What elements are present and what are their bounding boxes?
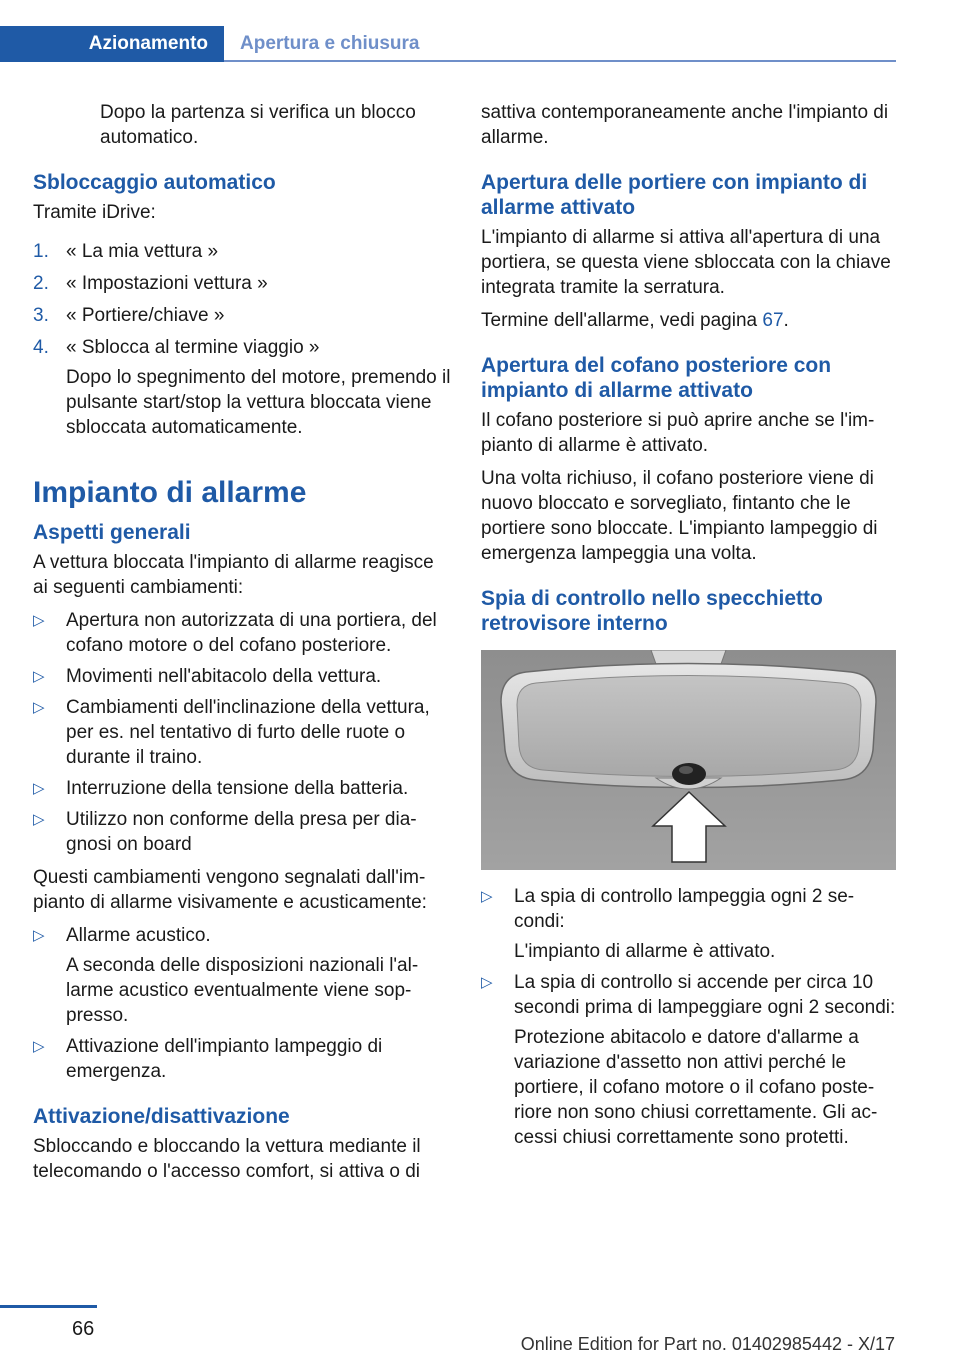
step-number: 2.	[33, 273, 49, 294]
footer-divider	[0, 1305, 97, 1308]
triangle-bullet-icon: ▷	[33, 927, 45, 944]
indicator-heading: Spia di controllo nello specchietto retrovisore interno	[481, 587, 823, 635]
triangle-bullet-icon: ▷	[33, 780, 45, 797]
auto-unlock-lead: Tramite iDrive:	[33, 202, 156, 223]
triangle-bullet-icon: ▷	[33, 811, 45, 828]
list-item: ▷ La spia di controllo lampeggia ogni 2 secondi: L'impianto di allarme è attivato.	[481, 884, 897, 964]
section-tab[interactable]: Azionamento	[0, 26, 224, 62]
tailgate-text: Una volta richiuso, il cofano posteriore viene di nuovo bloccato e sorvegliato, fintanto che le portiere sono bloccate. L'impianto lampeggio di emergenza lampeggia una volta.	[481, 468, 878, 564]
list-item: ▷ Interruzione della tensione della batteria.	[33, 778, 409, 799]
list-item: ▷ La spia di controllo si accende per circa 10 secondi prima di lampeggiare ogni 2 secondi: Protezione abitacolo e datore d'allarme a variazione d'assetto non attivi perché le portiere, il cofano motore o il cofano posteriore non sono chiusi correttamente. Gli accessi chiusi correttamente sono protetti.	[481, 972, 896, 1148]
doors-heading: Apertura delle portiere con impianto di allarme attivato	[481, 171, 868, 219]
tailgate-heading: Apertura del cofano posteriore con impianto di allarme attivato	[481, 354, 832, 402]
doors-reference: Termine dell'allarme, vedi pagina 67.	[481, 310, 789, 331]
step-number: 3.	[33, 305, 49, 326]
step-item	[33, 303, 451, 328]
edition-note: Online Edition for Part no. 01402985442 - X/17	[520, 1334, 895, 1354]
triangle-bullet-icon: ▷	[33, 1038, 45, 1055]
step-number: 4.	[33, 337, 49, 358]
triangle-bullet-icon: ▷	[481, 974, 493, 991]
mirror-illustration	[481, 650, 896, 870]
tailgate-text: Il cofano posteriore si può aprire anche se l'impianto di allarme è attivato.	[481, 410, 875, 456]
left-column	[33, 100, 451, 1192]
list-item: ▷ Movimenti nell'abitacolo della vettura.	[33, 666, 382, 687]
subsection-tab[interactable]: Apertura e chiusura	[240, 33, 420, 54]
list-item: ▷ Utilizzo non conforme della presa per diagnosi on board	[33, 809, 417, 855]
list-item: ▷ Attivazione dell'impianto lampeggio di emergenza.	[33, 1036, 383, 1082]
header-divider	[224, 60, 896, 62]
general-text: A vettura bloccata l'impianto di allarme reagisce ai seguenti cambiamenti:	[33, 552, 434, 598]
activation-text: Sbloccando e bloccando la vettura mediante il telecomando o l'accesso comfort, si attiva o di	[33, 1136, 421, 1182]
auto-unlock-heading: Sbloccaggio automatico	[33, 171, 276, 194]
step-text: « Portiere/chiave »	[66, 305, 225, 326]
list-item-note: L'impianto di allarme è attivato.	[514, 941, 776, 962]
right-column	[481, 100, 897, 1158]
triangle-bullet-icon: ▷	[33, 612, 45, 629]
triangle-bullet-icon: ▷	[481, 888, 493, 905]
continuation-text: sattiva contemporaneamente anche l'impianto di allarme.	[481, 102, 889, 148]
signal-list	[33, 923, 451, 1084]
trigger-list	[33, 608, 451, 857]
doors-text: L'impianto di allarme si attiva all'apertura di una portiera, se questa viene sbloccata con la chiave integrata tramite la serratura.	[481, 227, 891, 298]
general-heading: Aspetti generali	[33, 521, 191, 544]
step-item	[33, 239, 451, 264]
step-item	[33, 271, 451, 296]
page-link[interactable]: 67	[762, 310, 784, 331]
intro-text: Dopo la partenza si verifica un blocco automatico.	[100, 102, 416, 148]
auto-unlock-steps	[33, 239, 451, 440]
signal-text: Questi cambiamenti vengono segnalati dall'impianto di allarme visivamente e acusticamente:	[33, 867, 427, 913]
list-item: ▷ Cambiamenti dell'inclinazione della vettura, per es. nel tentativo di furto delle ruote o durante il traino.	[33, 697, 430, 768]
list-item: ▷ Apertura non autorizzata di una portiera, del cofano motore o del cofano posteriore.	[33, 610, 437, 656]
step-note: Dopo lo spegnimento del motore, premendo il pulsante start/stop la vettura bloccata viene sbloccata automaticamente.	[66, 367, 451, 438]
triangle-bullet-icon: ▷	[33, 699, 45, 716]
page-header	[0, 0, 960, 62]
step-number: 1.	[33, 241, 49, 262]
step-item	[33, 335, 451, 440]
triangle-bullet-icon: ▷	[33, 668, 45, 685]
step-text: « Impostazioni vettura »	[66, 273, 268, 294]
indicator-list	[481, 884, 897, 1150]
list-item-note: Protezione abitacolo e datore d'allarme a variazione d'assetto non attivi perché le portiere, il cofano motore o il cofano posteriore non sono chiusi correttamente. Gli accessi chiusi correttamente sono protetti.	[514, 1027, 878, 1148]
page-number: 66	[72, 1318, 95, 1340]
activation-heading: Attivazione/disattivazione	[33, 1105, 290, 1128]
list-item: ▷ Allarme acustico. A seconda delle disposizioni nazionali l'allarme acustico eventualmente viene soppresso.	[33, 923, 451, 1028]
step-text: « La mia vettura »	[66, 241, 219, 262]
alarm-heading: Impianto di allarme	[33, 476, 307, 509]
list-item-note: A seconda delle disposizioni nazionali l'allarme acustico eventualmente viene soppresso.	[66, 955, 419, 1026]
step-text: « Sblocca al termine viaggio »	[66, 337, 320, 358]
